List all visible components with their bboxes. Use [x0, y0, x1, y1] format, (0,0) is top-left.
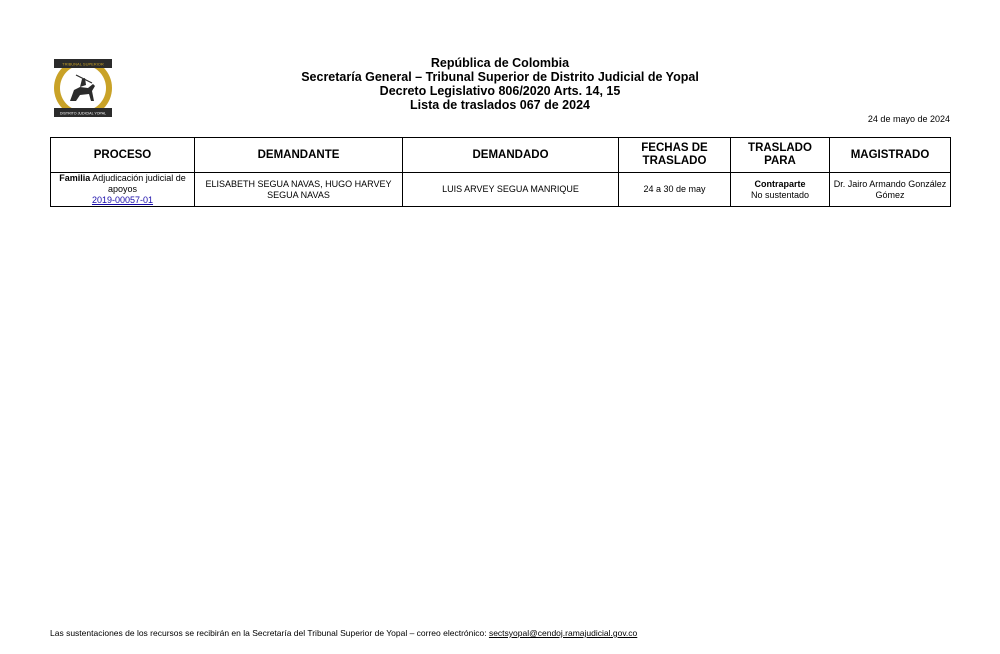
traslado-para-label: Contraparte [754, 178, 806, 189]
column-header-demandado: DEMANDADO [403, 138, 619, 173]
cell-fechas: 24 a 30 de may [619, 173, 731, 207]
footer-email-link[interactable]: sectsyopal@cendoj.ramajudicial.gov.co [488, 628, 638, 638]
footer-text: Las sustentaciones de los recursos se recibirán en la Secretaría del Tribunal Superior de Yopal – correo electrónico: [50, 628, 489, 638]
traslado-estado: No sustentado [750, 189, 810, 200]
document-date: 24 de mayo de 2024 [867, 114, 950, 124]
column-header-traslado-para: TRASLADO PARA [731, 138, 830, 173]
proceso-radicado-link[interactable]: 2019-00057-01 [91, 195, 154, 205]
table-row [51, 173, 951, 207]
traslados-table [50, 137, 951, 207]
header-institution: Secretaría General – Tribunal Superior de Distrito Judicial de Yopal [301, 70, 699, 84]
proceso-tipo: Familia [59, 173, 91, 183]
cell-magistrado: Dr. Jairo Armando González Gómez [830, 173, 951, 207]
column-header-demandante: DEMANDANTE [195, 138, 403, 173]
table-header-row [51, 138, 951, 173]
proceso-descripcion: Adjudicación judicial de apoyos [92, 173, 186, 194]
svg-text:TRIBUNAL SUPERIOR: TRIBUNAL SUPERIOR [62, 61, 104, 67]
document-header [0, 56, 1000, 112]
cell-demandante: ELISABETH SEGUA NAVAS, HUGO HARVEY SEGUA NAVAS [195, 173, 403, 207]
cell-proceso [51, 173, 195, 207]
header-country: República de Colombia [430, 56, 570, 70]
column-header-magistrado: MAGISTRADO [830, 138, 951, 173]
column-header-proceso: PROCESO [51, 138, 195, 173]
header-list-title: Lista de traslados 067 de 2024 [410, 98, 590, 112]
column-header-fechas: FECHAS DE TRASLADO [619, 138, 731, 173]
cell-demandado: LUIS ARVEY SEGUA MANRIQUE [403, 173, 619, 207]
footer-note [50, 628, 637, 638]
svg-text:DISTRITO JUDICIAL YOPAL: DISTRITO JUDICIAL YOPAL [59, 111, 107, 116]
cell-traslado-para [731, 173, 830, 207]
header-decree: Decreto Legislativo 806/2020 Arts. 14, 15 [379, 84, 621, 98]
